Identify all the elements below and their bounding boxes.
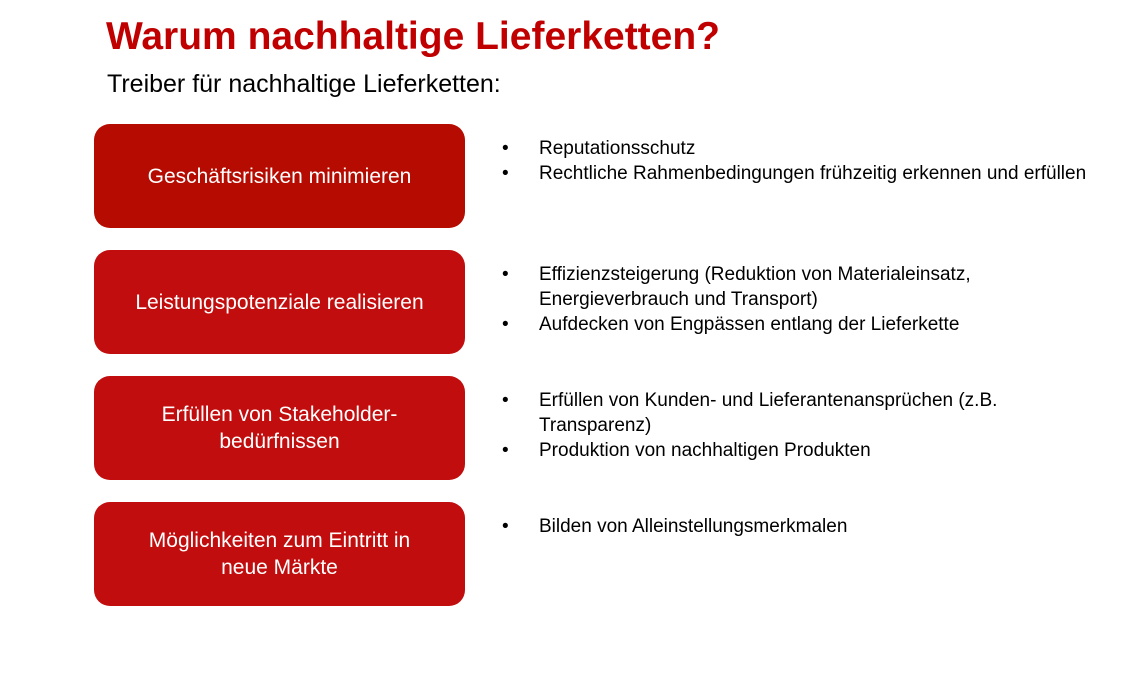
slide-title: Warum nachhaltige Lieferketten? (106, 15, 721, 58)
driver-bullet-list (502, 136, 1102, 186)
bullet-glyph: • (502, 163, 509, 184)
bullet-text: Rechtliche Rahmenbedingungen frühzeitig erkennen und erfüllen (539, 163, 1087, 184)
bullet-item (502, 136, 1102, 161)
driver-box-performance (94, 250, 465, 354)
bullet-glyph: • (502, 516, 509, 537)
bullet-item (502, 262, 1102, 312)
bullet-item (502, 161, 1102, 186)
driver-label: Möglichkeiten zum Eintritt in neue Märkte (148, 529, 411, 579)
bullet-text: Reputationsschutz (539, 138, 696, 159)
slide-subtitle: Treiber für nachhaltige Lieferketten: (107, 70, 501, 98)
bullet-glyph: • (502, 138, 509, 159)
bullet-item (502, 388, 1102, 438)
bullet-item (502, 514, 1102, 539)
bullet-text: Effizienzsteigerung (Reduktion von Materialeinsatz, Energieverbrauch und Transport) (539, 264, 971, 310)
driver-label: Leistungspotenziale realisieren (135, 290, 424, 314)
bullet-glyph: • (502, 440, 509, 461)
driver-label: Erfüllen von Stakeholder-bedürfnissen (161, 403, 398, 453)
bullet-glyph: • (502, 314, 509, 335)
driver-bullet-list (502, 388, 1102, 463)
bullet-text: Produktion von nachhaltigen Produkten (539, 440, 871, 461)
driver-bullet-list (502, 262, 1102, 337)
bullet-item (502, 438, 1102, 463)
driver-box-stakeholder (94, 376, 465, 480)
driver-box-risk (94, 124, 465, 228)
bullet-glyph: • (502, 390, 509, 411)
driver-box-new-markets (94, 502, 465, 606)
bullet-item (502, 312, 1102, 337)
bullet-glyph: • (502, 264, 509, 285)
bullet-text: Bilden von Alleinstellungsmerkmalen (539, 516, 848, 537)
bullet-text: Aufdecken von Engpässen entlang der Lieferkette (539, 314, 960, 335)
driver-label: Geschäftsrisiken minimieren (147, 164, 412, 188)
driver-bullet-list (502, 514, 1102, 539)
bullet-text: Erfüllen von Kunden- und Lieferantenansprüchen (z.B. Transparenz) (539, 390, 998, 436)
